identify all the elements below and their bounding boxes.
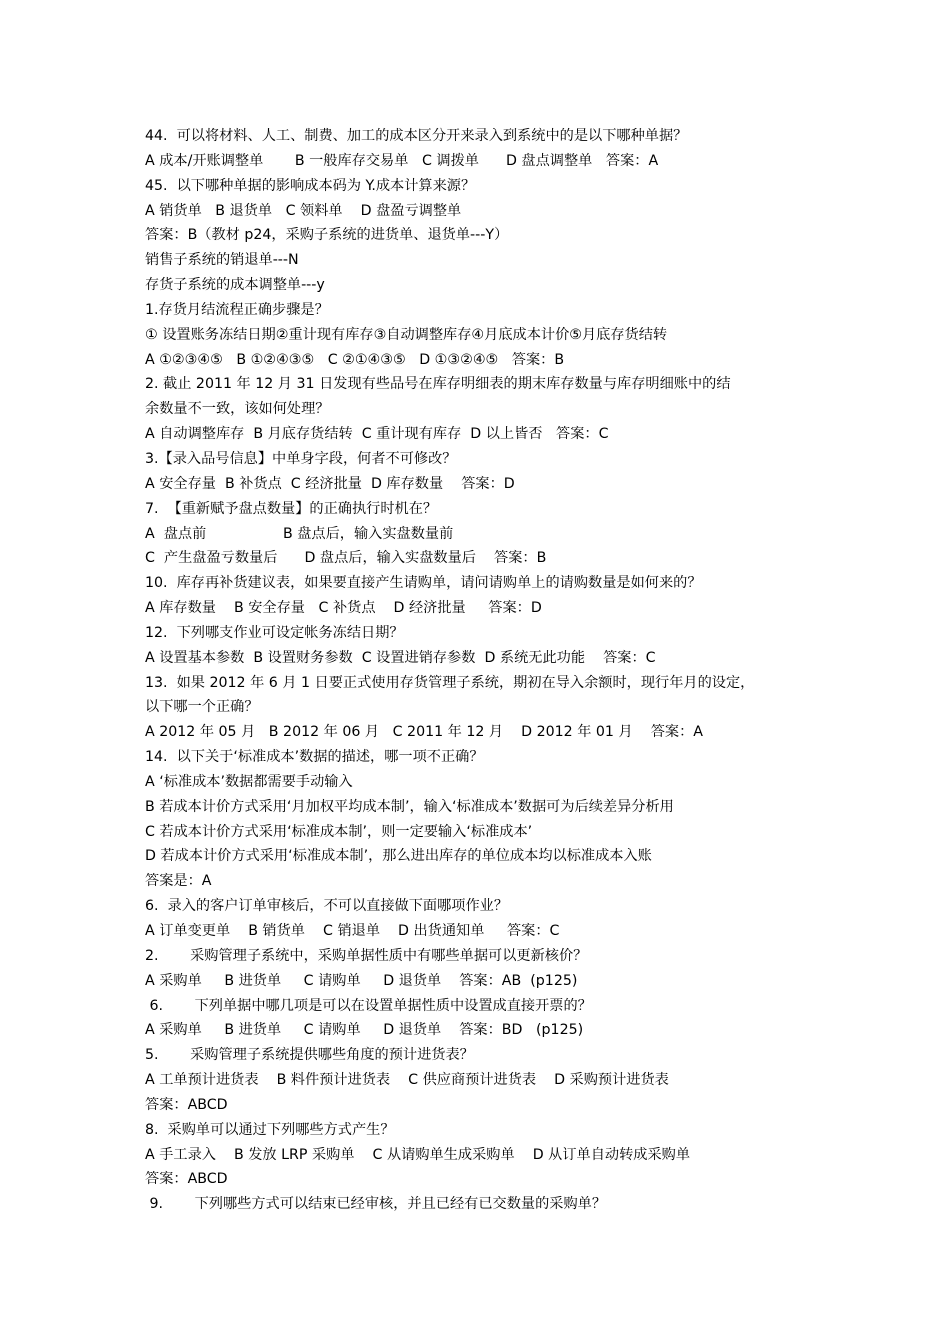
options-45: A 销货单 B 退货单 C 领料单 D 盘盈亏调整单	[145, 202, 462, 219]
question-13-cont: 以下哪一个正确？	[145, 699, 259, 716]
options-7b: C 产生盘盈亏数量后 D 盘点后，输入实盘数量后 答案：B	[145, 550, 547, 567]
question-3: 3.【录入品号信息】中单身字段，何者不可修改？	[145, 450, 457, 467]
question-6b: 6. 下列单据中哪几项是可以在设置单据性质中设置成直接开票的？	[145, 997, 592, 1014]
options-13: A 2012 年 05 月 B 2012 年 06 月 C 2011 年 12 月 D 2012 年 01 月 答案：A	[145, 724, 703, 741]
question-2: 2. 截止 2011 年 12 月 31 日发现有些品号在库存明细表的期末库存数量与库存明细账中的结	[145, 376, 731, 393]
note-line: 存货子系统的成本调整单---y	[145, 277, 325, 294]
options-6: A 订单变更单 B 销货单 C 销退单 D 出货通知单 答案：C	[145, 923, 560, 939]
answer-14: 答案是：A	[145, 873, 212, 890]
question-44: 44. 可以将材料、人工、制费、加工的成本区分开来录入到系统中的是以下哪种单据？	[145, 128, 688, 144]
question-5: 5. 采购管理子系统提供哪些角度的预计进货表？	[145, 1047, 474, 1064]
question-1: 1.存货月结流程正确步骤是？	[145, 301, 329, 318]
options-2b: A 采购单 B 进货单 C 请购单 D 退货单 答案：AB (p125)	[145, 972, 578, 989]
question-13: 13. 如果 2012 年 6 月 1 日要正式使用存货管理子系统，期初在导入余额时，现行年月的设定，	[145, 674, 755, 691]
option-14b: B 若成本计价方式采用‘月加权平均成本制’，输入‘标准成本’数据可为后续差异分析用	[145, 798, 674, 815]
option-14a: A ‘标准成本’数据都需要手动输入	[145, 773, 353, 790]
document-body	[145, 124, 825, 1217]
option-14d: D 若成本计价方式采用‘标准成本制’，那么进出库存的单位成本均以标准成本入账	[145, 848, 652, 865]
question-2-cont: 余数量不一致，该如何处理？	[145, 401, 330, 418]
options-8: A 手工录入 B 发放 LRP 采购单 C 从请购单生成采购单 D 从订单自动转成采购单	[145, 1146, 691, 1163]
options-10: A 库存数量 B 安全存量 C 补货点 D 经济批量 答案：D	[145, 600, 542, 617]
question-7: 7. 【重新赋予盘点数量】的正确执行时机在？	[145, 500, 438, 517]
answer-5: 答案：ABCD	[145, 1096, 228, 1113]
options-12: A 设置基本参数 B 设置财务参数 C 设置进销存参数 D 系统无此功能 答案：C	[145, 649, 656, 666]
answer-45: 答案：B（教材 p24，采购子系统的进货单、退货单---Y）	[145, 227, 509, 244]
question-12: 12. 下列哪支作业可设定帐务冻结日期？	[145, 624, 404, 641]
answer-8: 答案：ABCD	[145, 1171, 228, 1188]
options-44: A 成本/开账调整单 B 一般库存交易单 C 调拨单 D 盘点调整单 答案：A	[145, 152, 659, 169]
question-45: 45. 以下哪种单据的影响成本码为 Y.成本计算来源？	[145, 177, 476, 194]
question-14: 14. 以下关于‘标准成本’数据的描述，哪一项不正确？	[145, 749, 484, 766]
options-6b: A 采购单 B 进货单 C 请购单 D 退货单 答案：BD (p125)	[145, 1022, 584, 1039]
options-1: A ①②③④⑤ B ①②④③⑤ C ②①④③⑤ D ①③②④⑤ 答案：B	[145, 351, 565, 368]
options-7a: A 盘点前 B 盘点后，输入实盘数量前	[145, 525, 454, 542]
question-2b: 2. 采购管理子系统中，采购单据性质中有哪些单据可以更新核价？	[145, 947, 588, 964]
option-14c: C 若成本计价方式采用‘标准成本制’，则一定要输入‘标准成本’	[145, 823, 533, 840]
options-2: A 自动调整库存 B 月底存货结转 C 重计现有库存 D 以上皆否 答案：C	[145, 426, 609, 443]
question-8: 8. 采购单可以通过下列哪些方式产生？	[145, 1121, 395, 1138]
steps-1: ① 设置账务冻结日期②重计现有库存③自动调整库存④月底成本计价⑤月底存货结转	[145, 326, 668, 343]
question-6: 6. 录入的客户订单审核后，不可以直接做下面哪项作业？	[145, 898, 509, 915]
note-line: 销售子系统的销退单---N	[145, 252, 299, 269]
options-3: A 安全存量 B 补货点 C 经济批量 D 库存数量 答案：D	[145, 475, 515, 492]
options-5: A 工单预计进货表 B 料件预计进货表 C 供应商预计进货表 D 采购预计进货表	[145, 1072, 669, 1089]
question-9: 9. 下列哪些方式可以结束已经审核，并且已经有已交数量的采购单？	[145, 1196, 607, 1213]
question-10: 10. 库存再补货建议表，如果要直接产生请购单，请问请购单上的请购数量是如何来的？	[145, 575, 702, 592]
